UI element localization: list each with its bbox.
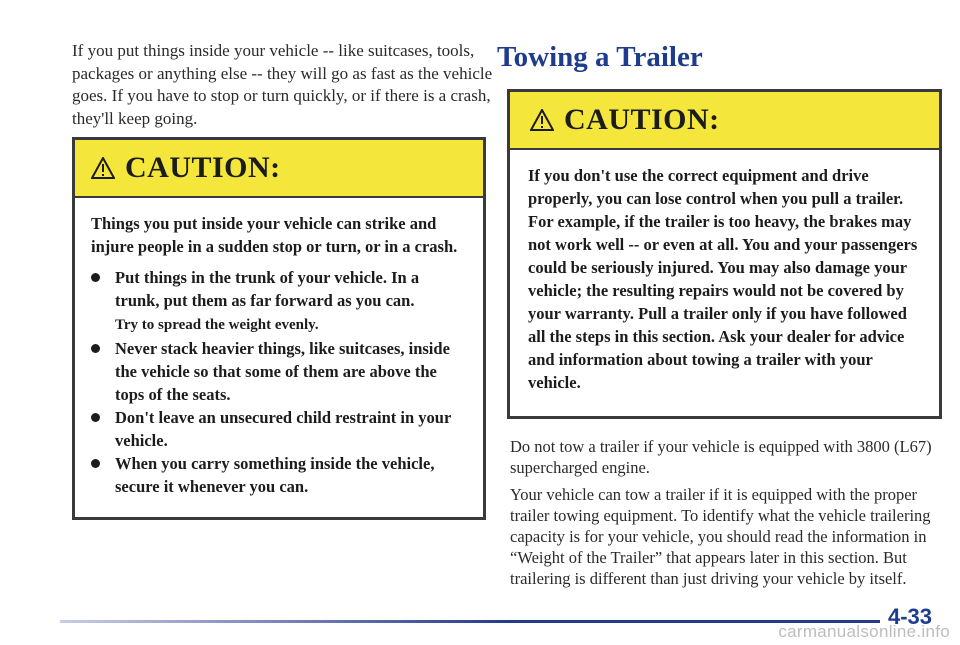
- warning-triangle-icon: [530, 109, 554, 131]
- bullet-text: When you carry something inside the vehicle, secure it whenever you can.: [115, 454, 435, 496]
- left-column: [72, 40, 497, 130]
- watermark: carmanualsonline.info: [778, 622, 950, 641]
- caution-body: [510, 150, 939, 404]
- bullet-icon: [91, 459, 100, 468]
- cargo-caution-box: [72, 137, 486, 520]
- page-number: 4-33: [887, 604, 932, 629]
- cargo-intro-paragraph: If you put things inside your vehicle -- like suitcases, tools, packages or anything else -- they will go as fast as the vehicle goes. If you have to stop or turn quickly, or if there is a crash, they'll keep going.: [72, 41, 493, 128]
- section-title: Towing a Trailer: [497, 41, 703, 73]
- bullet-text: Put things in the trunk of your vehicle. In a trunk, put them as far forward as you can.: [115, 268, 420, 310]
- caution-header: [510, 92, 939, 150]
- right-column: [495, 40, 950, 74]
- warning-triangle-icon: [91, 157, 115, 179]
- caution-body: [75, 198, 483, 508]
- bullet-subtext: Try to spread the weight evenly.: [115, 317, 319, 333]
- list-item: [91, 406, 467, 452]
- towing-capacity-paragraph: Your vehicle can tow a trailer if it is equipped with the proper trailer towing equipment. To identify what the vehicle trailering capacity is for your vehicle, you should read the information in “Weight of the Trailer” that appears later in this section. But trailering is different than just driving your vehicle by itself.: [510, 485, 931, 588]
- bullet-icon: [91, 413, 100, 422]
- caution-text: If you don't use the correct equipment and drive properly, you can lose control when you pull a trailer. For example, if the trailer is too heavy, the brakes may not work well -- or even at all. You and your passengers could be seriously injured. You may also damage your vehicle; the resulting repairs would not be covered by your warranty. Pull a trailer only if you have followed all the steps in this section. Ask your dealer for advice and information about towing a trailer with your vehicle.: [528, 166, 918, 392]
- caution-text: Things you put inside your vehicle can strike and injure people in a sudden stop or turn, or in a crash.: [91, 214, 458, 256]
- bullet-text: Don't leave an unsecured child restraint in your vehicle.: [115, 408, 451, 450]
- list-item: [91, 266, 467, 337]
- caution-header: [75, 140, 483, 198]
- engine-note-paragraph: Do not tow a trailer if your vehicle is equipped with 3800 (L67) supercharged engine.: [510, 437, 932, 477]
- bullet-icon: [91, 273, 100, 282]
- caution-title: CAUTION:: [564, 103, 720, 136]
- list-item: [91, 337, 467, 406]
- caution-title: CAUTION:: [125, 151, 281, 184]
- bullet-icon: [91, 344, 100, 353]
- caution-bullet-list: [91, 266, 467, 498]
- bullet-text: Never stack heavier things, like suitcases, inside the vehicle so that some of them are above the tops of the seats.: [115, 339, 450, 404]
- list-item: [91, 452, 467, 498]
- towing-caution-box: [507, 89, 942, 419]
- footer-rule: [60, 620, 880, 623]
